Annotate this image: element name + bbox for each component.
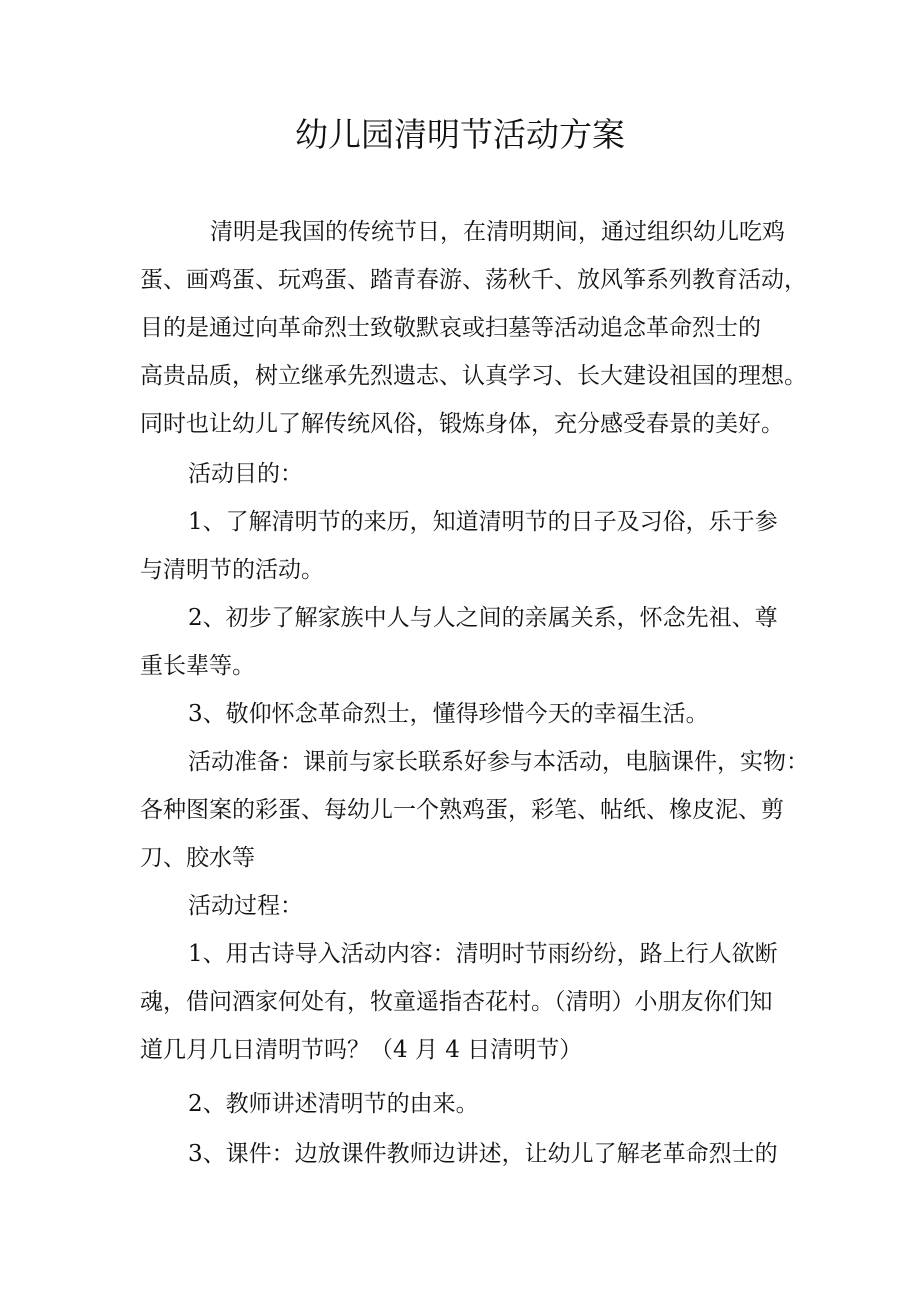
step-3-paragraph [140, 1130, 784, 1178]
goal-3-paragraph [140, 690, 784, 738]
step-1-paragraph [140, 930, 784, 1074]
text-line: 同时也让幼儿了解传统风俗，锻炼身体，充分感受春景的美好。 [140, 411, 784, 437]
text-line: 1、了解清明节的来历，知道清明节的日子及习俗，乐于参 [188, 509, 778, 535]
text-line: 清明是我国的传统节日，在清明期间，通过组织幼儿吃鸡 [210, 219, 785, 245]
text-line: 高贵品质，树立继承先烈遗志、认真学习、长大建设祖国的理想。 [140, 363, 807, 389]
goals-heading-block [140, 450, 784, 498]
text-line: 2、初步了解家族中人与人之间的亲属关系，怀念先祖、尊 [188, 605, 778, 631]
text-line: 道几月几日清明节吗？（4 月 4 日清明节） [140, 1037, 583, 1063]
intro-paragraph [140, 208, 807, 448]
process-heading-block [140, 882, 784, 930]
document-title: 幼儿园清明节活动方案 [295, 115, 625, 154]
text-line: 3、敬仰怀念革命烈士，懂得珍惜今天的幸福生活。 [188, 701, 709, 727]
text-line: 活动准备：课前与家长联系好参与本活动，电脑课件，实物： [188, 749, 809, 775]
text-line: 魂，借问酒家何处有，牧童遥指杏花村。（清明）小朋友你们知 [140, 989, 773, 1015]
goal-2-paragraph [140, 594, 784, 690]
step-2-paragraph [140, 1080, 784, 1128]
text-line: 1、用古诗导入活动内容：清明时节雨纷纷，路上行人欲断 [188, 941, 778, 967]
preparation-paragraph [140, 738, 809, 882]
process-heading: 活动过程： [188, 893, 303, 919]
text-line: 蛋、画鸡蛋、玩鸡蛋、踏青春游、荡秋千、放风筝系列教育活动， [140, 267, 807, 293]
text-line: 3、课件：边放课件教师边讲述，让幼儿了解老革命烈士的 [188, 1141, 778, 1167]
text-line: 与清明节的活动。 [140, 557, 324, 583]
text-line: 刀、胶水等 [140, 845, 255, 871]
text-line: 重长辈等。 [140, 653, 255, 679]
goal-1-paragraph [140, 498, 784, 594]
text-line: 各种图案的彩蛋、每幼儿一个熟鸡蛋，彩笔、帖纸、橡皮泥、剪 [140, 797, 784, 823]
text-line: 2、教师讲述清明节的由来。 [188, 1091, 479, 1117]
text-line: 目的是通过向革命烈士致敬默哀或扫墓等活动追念革命烈士的 [140, 315, 761, 341]
goals-heading: 活动目的： [188, 461, 303, 487]
